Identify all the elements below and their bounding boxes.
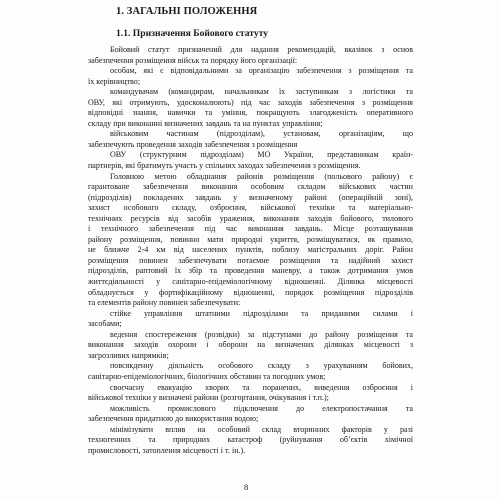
- text-line: їх керівництво;: [88, 76, 141, 86]
- text-line: відповідні знання, навички та уміння, покращують злагодженість оперативного: [88, 108, 413, 118]
- text-line: командувачам (командирам, начальникам їх заступникам з логістики та: [110, 87, 413, 97]
- text-line: забезпечують проведення заходів забезпечення з розміщення: [88, 139, 298, 149]
- text-line: військовим частинам (підрозділам), установам, організаціям, що: [110, 129, 413, 139]
- text-line: промисловості, затоплення місцевості і т. ін.).: [88, 445, 246, 455]
- text-line: ОВУ (структурним підрозділам) МО України, представникам країн-: [110, 150, 413, 160]
- text-line: можливість промислового підключення до електропостачання та: [110, 403, 413, 413]
- text-line: техногенних та природних катастроф (руйнування об’єктів хімічної: [88, 435, 413, 445]
- text-line: загрозливих напрямків;: [88, 350, 169, 360]
- text-line: забезпечення придатною до використання водою;: [88, 414, 259, 424]
- text-line: складу при виконанні визначених завдань та на пунктах управління;: [88, 118, 323, 128]
- text-line: стійке управління штатними підрозділами та приданими силами і: [110, 308, 413, 318]
- text-line: мінімізувати вплив на особовий склад вторинних факторів у разі: [110, 424, 413, 434]
- text-line: підрозділів, раптовий їх збір та проведення маневру, а також дотримання умов: [88, 266, 413, 276]
- body-text: [88, 45, 413, 456]
- text-line: ОВУ, які отримують, удосконалюють) під час заходів забезпечення з розміщення: [88, 97, 413, 107]
- text-line: Бойовий статут призначений для надання рекомендацій, вказівок з основ: [110, 45, 413, 54]
- text-line: життєдіяльності у санітарно-епідеміологічному відношенні. Ділянка місцевості: [88, 277, 413, 287]
- text-line: особам, які є відповідальними за організацію забезпечення з розміщення та: [110, 66, 413, 76]
- text-line: і технічного забезпечення під час виконання завдань. Місце розташування: [88, 224, 413, 234]
- text-line: розміщення повинен забезпечувати потаємне розміщення та надійний захист: [88, 255, 413, 265]
- text-line: засобами;: [88, 319, 122, 329]
- text-line: повсякденну діяльність особового складу з урахуванням бойових,: [110, 361, 413, 371]
- text-line: своєчасну евакуацію хворих та поранених, виведення озброєння і: [110, 382, 413, 392]
- text-line: військової техніки у визначені райони (розгортання, очікування і т.п.);: [88, 393, 329, 403]
- text-line: виконання заходів охорони і оборони на визначених ділянках місцевості з: [88, 340, 413, 350]
- section-title: 1. ЗАГАЛЬНІ ПОЛОЖЕННЯ: [116, 6, 258, 17]
- text-line: району розміщення, повинно мати природні укриття, розміщуватися, як правило,: [88, 234, 413, 244]
- text-line: та елементів району повинен забезпечувати:: [88, 298, 241, 308]
- text-line: технічних ресурсів від засобів ураження, виконання заходів бойового, тилового: [88, 213, 413, 223]
- text-line: партнерів, які братимуть участь у спільних заходах забезпечення з розміщення.: [88, 161, 361, 171]
- subsection-title: 1.1. Призначення Бойового статуту: [116, 28, 269, 39]
- text-line: гарантоване забезпечення виконання особовим складом військових частин: [88, 182, 413, 192]
- page-number: 8: [244, 482, 249, 492]
- text-line: забезпечення розміщення військ та порядку його організації:: [88, 55, 298, 65]
- text-line: санітарно-епідеміологічних, біологічних обставин та погодних умов;: [88, 371, 326, 381]
- text-line: ведення спостереження (розвідки) за підступами до району розміщення та: [110, 329, 413, 339]
- text-line: Головною метою обладнання районів розміщення (польового району) є: [110, 171, 413, 181]
- text-line: (підрозділів) покладених завдань у визначеному районі (операційній зоні),: [88, 192, 413, 202]
- text-line: не ближче 2-4 км від населених пунктів, поблизу магістральних доріг. Район: [88, 245, 413, 255]
- text-line: обладнується у фортифікаційному відношенні, порядок розміщення підрозділів: [88, 287, 413, 297]
- text-line: захист особового складу, озброєння, військової техніки та матеріально-: [88, 203, 413, 213]
